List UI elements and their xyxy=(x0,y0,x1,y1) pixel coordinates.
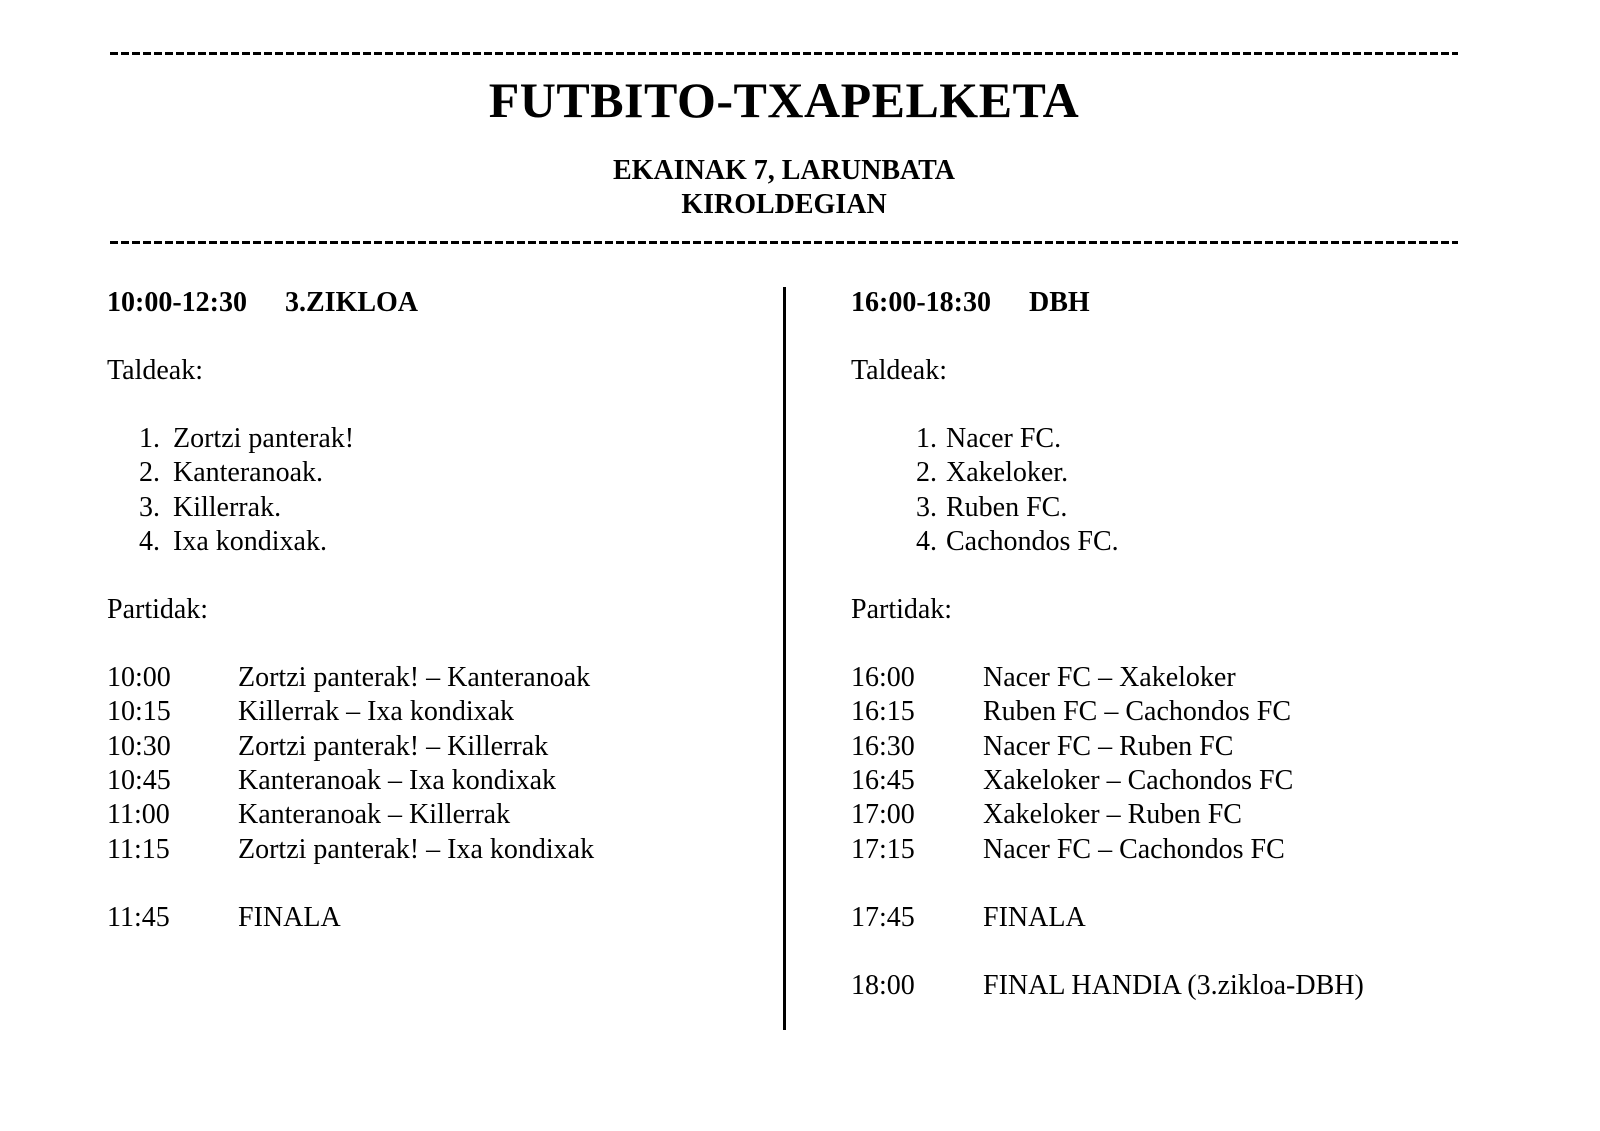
final-label: FINALA xyxy=(238,901,341,933)
match-time: 10:00 xyxy=(107,662,171,694)
match-teams: Nacer FC – Cachondos FC xyxy=(983,833,1285,865)
teams-label: Taldeak: xyxy=(107,355,203,386)
teams-label: Taldeak: xyxy=(851,355,947,386)
match-row xyxy=(851,661,1511,695)
final-row xyxy=(851,901,1511,935)
team-name: Xakeloker. xyxy=(946,457,1069,489)
team-item xyxy=(107,456,767,490)
team-name: Kanteranoak. xyxy=(173,457,324,489)
match-time: 10:45 xyxy=(107,765,171,797)
match-time: 16:15 xyxy=(851,696,915,728)
team-name: Ixa kondixak. xyxy=(173,525,327,557)
match-list xyxy=(851,661,1511,1003)
team-name: Killerrak. xyxy=(173,491,282,523)
final-time: 18:00 xyxy=(851,970,915,1002)
matches-label: Partidak: xyxy=(851,594,953,626)
team-number: 4. xyxy=(139,525,160,557)
document-title: FUTBITO-TXAPELKETA xyxy=(488,72,1080,128)
match-teams: Ruben FC – Cachondos FC xyxy=(983,696,1292,728)
session-dbh xyxy=(851,286,1511,1004)
final-time: 17:45 xyxy=(851,901,915,933)
grand-final-row xyxy=(851,969,1511,1003)
team-list xyxy=(107,422,767,559)
match-teams: Kanteranoak – Killerrak xyxy=(238,799,511,831)
session-group: 3.ZIKLOA xyxy=(285,287,419,318)
team-list xyxy=(851,422,1511,559)
match-time: 11:15 xyxy=(107,833,170,865)
session-group: DBH xyxy=(1029,287,1090,318)
matches-label: Partidak: xyxy=(107,594,209,626)
team-item xyxy=(851,491,1511,525)
match-row xyxy=(851,833,1511,867)
team-item xyxy=(107,525,767,559)
team-item xyxy=(851,456,1511,490)
match-time: 17:00 xyxy=(851,799,915,831)
match-row xyxy=(851,798,1511,832)
dashed-rule-bottom xyxy=(110,241,1458,244)
match-row xyxy=(107,730,767,764)
team-number: 4. xyxy=(916,525,937,557)
team-name: Cachondos FC. xyxy=(946,525,1119,557)
match-teams: Nacer FC – Ruben FC xyxy=(983,730,1234,762)
grand-final-label: FINAL HANDIA (3.zikloa-DBH) xyxy=(983,970,1364,1002)
match-row xyxy=(107,695,767,729)
final-label: FINALA xyxy=(983,901,1086,933)
match-time: 17:15 xyxy=(851,833,915,865)
team-number: 2. xyxy=(916,457,937,489)
team-number: 2. xyxy=(139,457,160,489)
session-time-range: 16:00-18:30 xyxy=(851,287,991,318)
match-teams: Zortzi panterak! – Killerrak xyxy=(238,730,549,762)
final-row xyxy=(107,901,767,935)
match-teams: Zortzi panterak! – Kanteranoak xyxy=(238,662,591,694)
match-time: 16:30 xyxy=(851,730,915,762)
match-row xyxy=(107,764,767,798)
session-time-range: 10:00-12:30 xyxy=(107,287,247,318)
team-item xyxy=(107,491,767,525)
team-number: 1. xyxy=(916,423,937,454)
match-teams: Kanteranoak – Ixa kondixak xyxy=(238,765,556,797)
team-number: 3. xyxy=(916,491,937,523)
match-teams: Zortzi panterak! – Ixa kondixak xyxy=(238,833,595,865)
team-number: 3. xyxy=(139,491,160,523)
session-heading xyxy=(851,286,1511,320)
session-3-zikloa xyxy=(107,286,767,935)
team-name: Nacer FC. xyxy=(946,423,1062,454)
match-teams: Killerrak – Ixa kondixak xyxy=(238,696,515,728)
date-line: EKAINAK 7, LARUNBATA xyxy=(613,155,955,186)
match-row xyxy=(107,798,767,832)
match-teams: Nacer FC – Xakeloker xyxy=(983,662,1236,694)
team-item xyxy=(851,525,1511,559)
final-time: 11:45 xyxy=(107,901,170,933)
match-row xyxy=(851,695,1511,729)
team-name: Ruben FC. xyxy=(946,491,1068,523)
match-row xyxy=(107,833,767,867)
location-line: KIROLDEGIAN xyxy=(681,189,887,220)
team-name: Zortzi panterak! xyxy=(173,423,355,454)
match-list xyxy=(107,661,767,935)
team-item xyxy=(851,422,1511,456)
match-teams: Xakeloker – Cachondos FC xyxy=(983,765,1294,797)
session-heading xyxy=(107,286,767,320)
match-row xyxy=(851,730,1511,764)
match-time: 16:00 xyxy=(851,662,915,694)
match-time: 10:15 xyxy=(107,696,171,728)
column-divider xyxy=(783,287,786,1030)
match-row xyxy=(107,661,767,695)
match-time: 10:30 xyxy=(107,730,171,762)
match-teams: Xakeloker – Ruben FC xyxy=(983,799,1242,831)
match-time: 11:00 xyxy=(107,799,170,831)
team-number: 1. xyxy=(139,423,160,454)
match-row xyxy=(851,764,1511,798)
match-time: 16:45 xyxy=(851,765,915,797)
team-item xyxy=(107,422,767,456)
dashed-rule-top xyxy=(110,52,1458,55)
